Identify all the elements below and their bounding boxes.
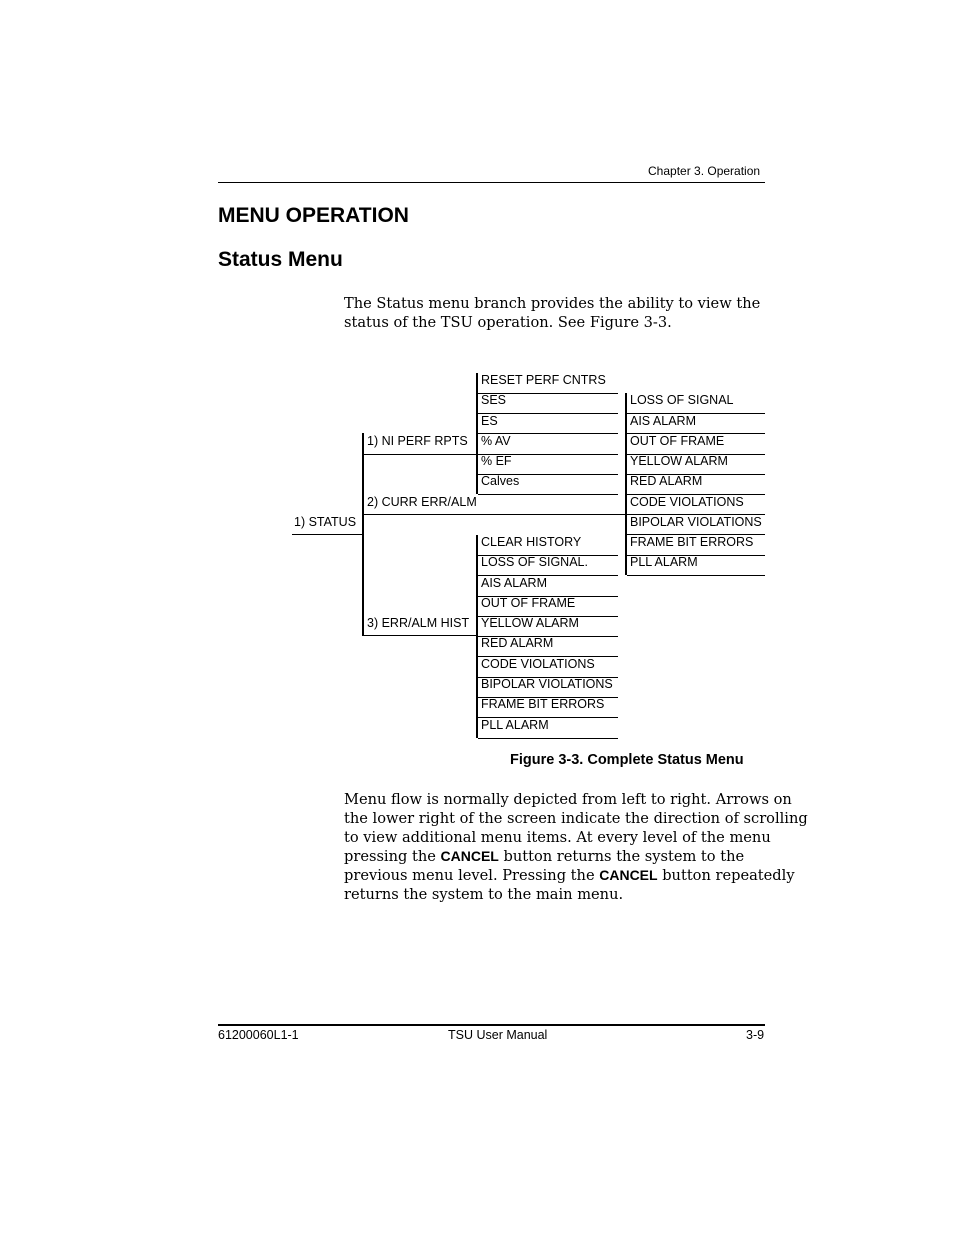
menu-root-underline xyxy=(292,534,362,535)
body-line: returns the system to the main menu. xyxy=(344,886,624,903)
body-text: pressing the xyxy=(344,848,441,865)
body-line: the lower right of the screen indicate the direction of scrolling xyxy=(344,810,808,827)
menu-perf-underline xyxy=(478,494,618,495)
menu-curr-item: FRAME BIT ERRORS xyxy=(630,535,754,549)
menu-perf-item: SES xyxy=(481,393,507,407)
menu-perf-underline xyxy=(478,413,618,414)
cancel-keyword: CANCEL xyxy=(599,867,658,883)
menu-level1-item: 1) NI PERF RPTS xyxy=(367,434,468,448)
menu-curr-item: YELLOW ALARM xyxy=(630,454,728,468)
menu-curr-item: RED ALARM xyxy=(630,474,703,488)
menu-level1-underline xyxy=(364,635,478,636)
menu-curr-item: LOSS OF SIGNAL xyxy=(630,393,734,407)
menu-root-label: 1) STATUS xyxy=(294,515,357,529)
menu-hist-item: CODE VIOLATIONS xyxy=(481,657,595,671)
body-text: previous menu level. Pressing the xyxy=(344,867,600,884)
menu-perf-item: % EF xyxy=(481,454,512,468)
menu-hist-item: OUT OF FRAME xyxy=(481,596,576,610)
menu-hist-item: YELLOW ALARM xyxy=(481,616,579,630)
menu-curr-item: CODE VIOLATIONS xyxy=(630,495,744,509)
menu-level1-underline xyxy=(364,514,626,515)
body-text: button returns the system to the xyxy=(498,848,745,865)
menu-hist-item: AIS ALARM xyxy=(481,576,547,590)
menu-hist-item: FRAME BIT ERRORS xyxy=(481,697,605,711)
menu-hist-item: LOSS OF SIGNAL. xyxy=(481,555,588,569)
body-text: button repeatedly xyxy=(657,867,795,884)
menu-perf-item: Calves xyxy=(481,474,520,488)
body-paragraph xyxy=(344,790,808,904)
menu-perf-item: RESET PERF CNTRS xyxy=(481,373,606,387)
menu-hist-item: PLL ALARM xyxy=(481,718,549,732)
menu-level1-item: 3) ERR/ALM HIST xyxy=(367,616,470,630)
menu-perf-item: ES xyxy=(481,414,498,428)
cancel-keyword: CANCEL xyxy=(440,848,499,864)
body-line xyxy=(344,847,774,866)
menu-curr-item: PLL ALARM xyxy=(630,555,698,569)
body-line: to view additional menu items. At every level of the menu xyxy=(344,829,771,846)
menu-level1-item: 2) CURR ERR/ALM xyxy=(367,495,477,509)
menu-hist-underline xyxy=(478,738,618,739)
subsection-title: Status Menu xyxy=(218,248,343,271)
menu-curr-underline xyxy=(627,575,765,576)
menu-curr-item: OUT OF FRAME xyxy=(630,434,725,448)
intro-line: status of the TSU operation. See Figure 3-3. xyxy=(344,314,672,331)
footer-rule xyxy=(218,1024,765,1026)
body-line: Menu flow is normally depicted from left to right. Arrows on xyxy=(344,791,792,808)
intro-paragraph xyxy=(344,294,774,332)
menu-hist-item: BIPOLAR VIOLATIONS xyxy=(481,677,613,691)
running-head: Chapter 3. Operation xyxy=(648,164,761,178)
intro-line: The Status menu branch provides the ability to view the xyxy=(344,295,761,312)
header-rule xyxy=(218,182,765,183)
body-line xyxy=(344,866,795,885)
footer-page-number: 3-9 xyxy=(746,1028,765,1042)
section-title: MENU OPERATION xyxy=(218,204,409,227)
figure-caption: Figure 3-3. Complete Status Menu xyxy=(510,752,744,768)
footer-title: TSU User Manual xyxy=(448,1028,548,1042)
menu-hist-item: CLEAR HISTORY xyxy=(481,535,582,549)
footer-doc-number: 61200060L1-1 xyxy=(218,1028,299,1042)
menu-curr-bar xyxy=(625,393,627,575)
menu-level1-bar xyxy=(362,433,364,636)
menu-level1-underline xyxy=(364,454,478,455)
menu-perf-item: % AV xyxy=(481,434,511,448)
menu-curr-item: AIS ALARM xyxy=(630,414,696,428)
menu-hist-item: RED ALARM xyxy=(481,636,554,650)
menu-curr-item: BIPOLAR VIOLATIONS xyxy=(630,515,762,529)
